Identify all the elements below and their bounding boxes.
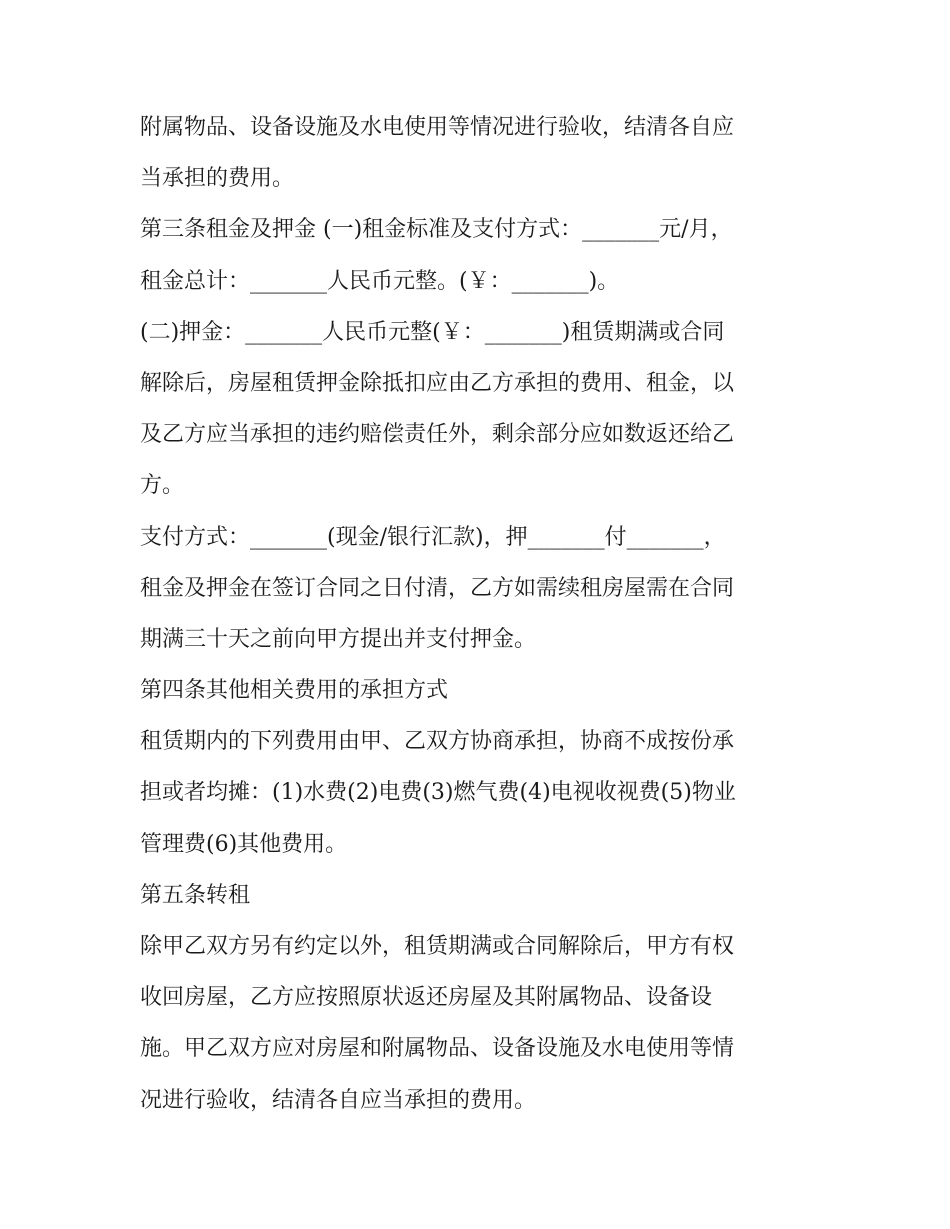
text-line: (二)押金：_______人民币元整(￥：_______)租赁期满或合同: [140, 319, 725, 345]
text-line: 租金总计：_______人民币元整。(￥：_______)。: [140, 268, 620, 294]
section-heading: 第四条其他相关费用的承担方式: [140, 678, 449, 704]
section-heading-line: 第三条租金及押金 (一)租金标准及支付方式：_______元/月，: [140, 217, 733, 243]
text-line: 附属物品、设备设施及水电使用等情况进行验收，结清各自应: [140, 115, 735, 140]
section-heading: 第五条转租: [140, 882, 251, 908]
text-line: 施。甲乙双方应对房屋和附属物品、设备设施及水电使用等情: [140, 1036, 735, 1062]
text-line: 收回房屋，乙方应按照原状返还房屋及其附属物品、设备设: [140, 985, 713, 1011]
text-line: 况进行验收，结清各自应当承担的费用。: [140, 1087, 537, 1113]
text-line: 当承担的费用。: [140, 166, 295, 192]
text-line: 解除后，房屋租赁押金除抵扣应由乙方承担的费用、租金，以: [140, 370, 735, 396]
text-line: 管理费(6)其他费用。: [140, 831, 348, 857]
text-line: 担或者均摊：(1)水费(2)电费(3)燃气费(4)电视收视费(5)物业: [140, 780, 736, 806]
text-line: 期满三十天之前向甲方提出并支付押金。: [140, 626, 537, 652]
text-line: 方。: [140, 473, 185, 499]
text-line: 除甲乙双方另有约定以外，租赁期满或合同解除后，甲方有权: [140, 934, 735, 959]
text-line: 租金及押金在签订合同之日付清，乙方如需续租房屋需在合同: [140, 575, 735, 601]
text-line: 支付方式：_______(现金/银行汇款)，押_______付_______，: [140, 524, 726, 550]
document-body: [140, 102, 820, 1126]
text-line: 及乙方应当承担的违约赔偿责任外，剩余部分应如数返还给乙: [140, 422, 735, 448]
text-line: 租赁期内的下列费用由甲、乙双方协商承担，协商不成按份承: [140, 729, 735, 755]
